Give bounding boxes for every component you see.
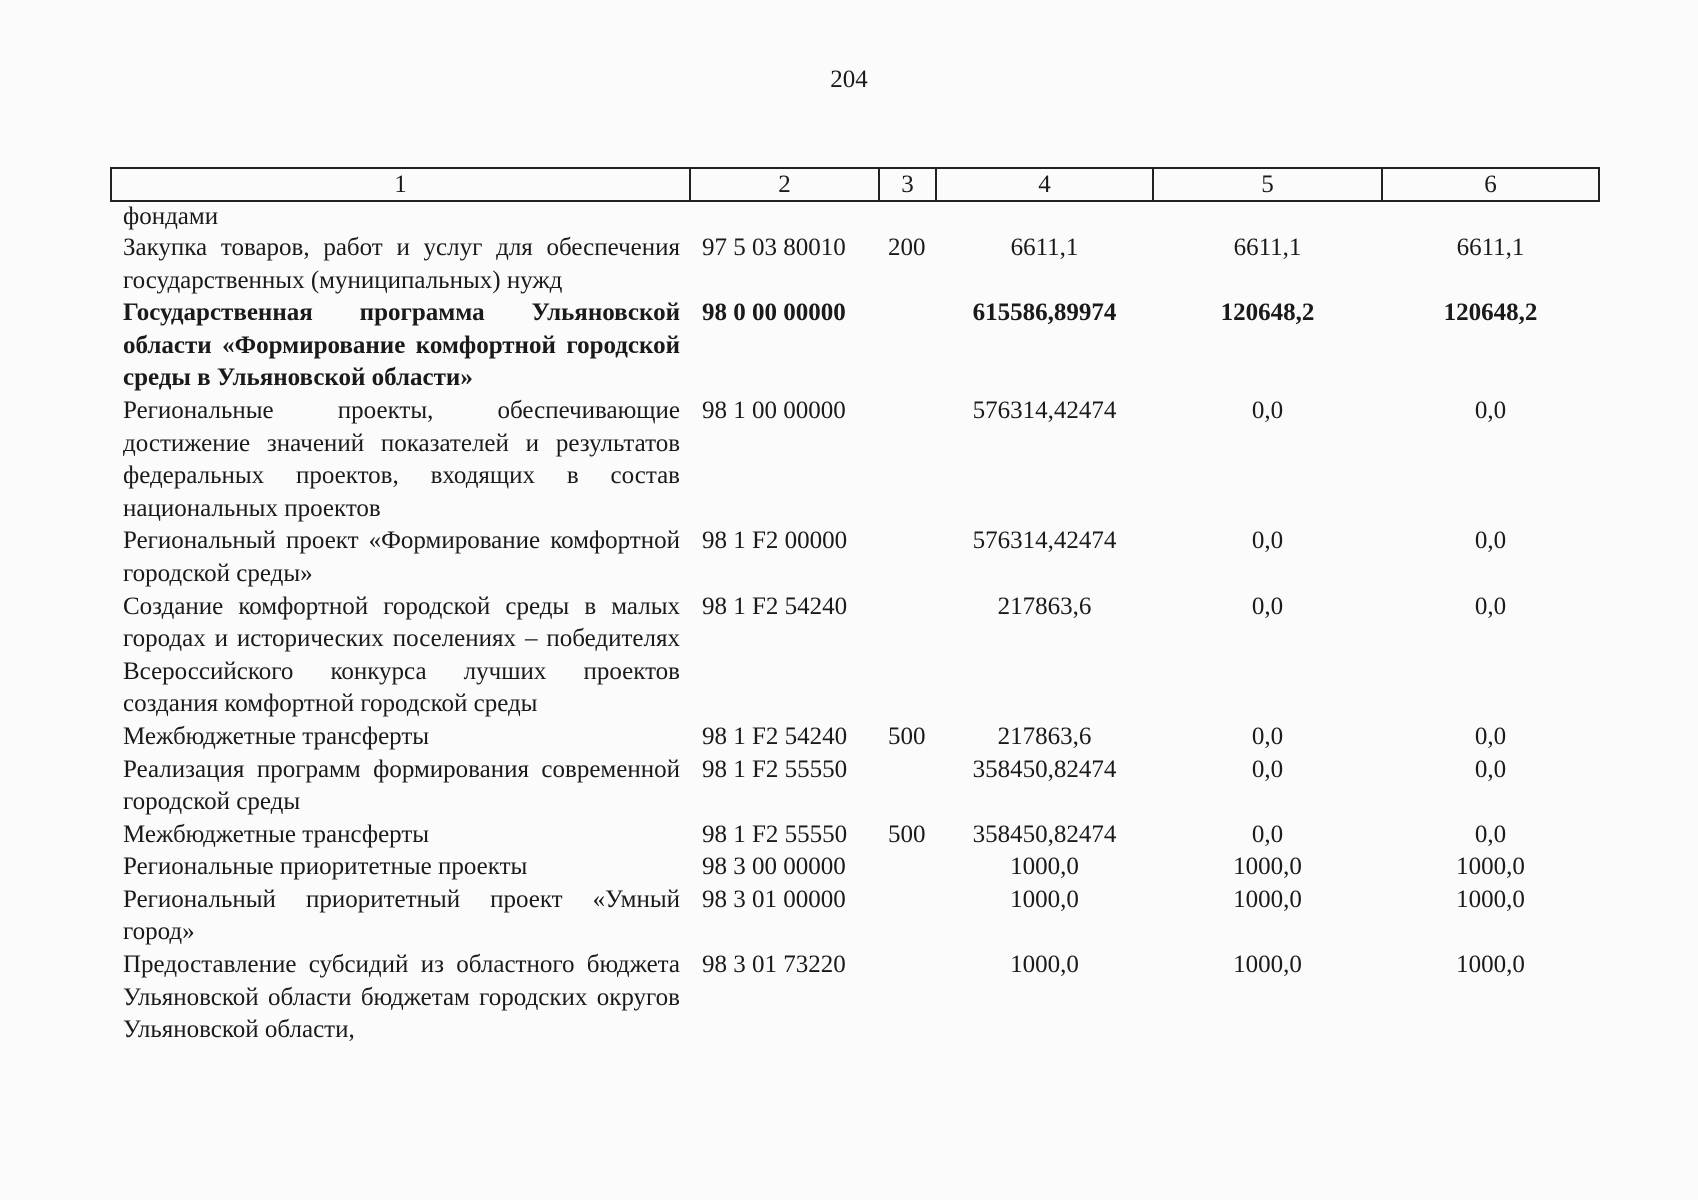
row-code: 97 5 03 80010 <box>702 234 846 261</box>
column-number-row <box>111 168 1599 201</box>
row-value-year-1: 615586,89974 <box>972 299 1117 327</box>
row-value-year-3: 0,0 <box>1474 755 1507 783</box>
row-expense-type <box>879 949 936 1047</box>
table-row <box>111 851 1599 884</box>
table-row <box>111 395 1599 525</box>
row-value-year-2: 0,0 <box>1251 820 1284 848</box>
table-row <box>111 201 1599 232</box>
column-number: 4 <box>936 168 1153 201</box>
row-value-year-1: 576314,42474 <box>972 527 1117 555</box>
row-value-year-2: 1000,0 <box>1233 853 1302 881</box>
row-expense-type <box>879 297 936 395</box>
row-expense-type: 500 <box>888 722 926 750</box>
row-value-year-2: 120648,2 <box>1220 299 1315 327</box>
row-code: 98 1 F2 54240 <box>702 592 848 620</box>
row-expense-type <box>879 884 936 949</box>
row-name: Предоставление субсидий из областного бюджета Ульяновской области бюджетам городских округов Ульяновской области, <box>123 951 680 1044</box>
row-name: Региональные проекты, обеспечивающие достижение значений показателей и результатов федеральных проектов, входящих в состав национальных проектов <box>123 396 680 522</box>
row-value-year-1: 1000,0 <box>1010 885 1079 913</box>
row-value-year-1: 1000,0 <box>1010 853 1079 881</box>
row-value-year-3: 6611,1 <box>1456 234 1525 261</box>
row-value-year-1: 358450,82474 <box>972 820 1117 848</box>
column-number: 1 <box>111 168 690 201</box>
row-name: Региональный проект «Формирование комфортной городской среды» <box>123 527 680 587</box>
row-code: 98 0 00 00000 <box>702 299 846 327</box>
row-name: Государственная программа Ульяновской области «Формирование комфортной городской среды в Ульяновской области» <box>123 299 680 392</box>
row-code: 98 1 F2 00000 <box>702 527 848 555</box>
row-value-year-1: 6611,1 <box>1010 234 1079 261</box>
row-value-year-2: 6611,1 <box>1233 234 1302 261</box>
row-name: Реализация программ формирования современной городской среды <box>123 755 680 816</box>
row-value-year-3: 120648,2 <box>1443 299 1538 327</box>
row-value-year-1: 1000,0 <box>1010 951 1079 979</box>
row-code: 98 1 F2 55550 <box>702 755 848 783</box>
row-value-year-2: 0,0 <box>1251 527 1284 555</box>
row-value-year-1: 358450,82474 <box>972 755 1117 783</box>
row-code: 98 1 00 00000 <box>702 396 846 424</box>
row-value-year-3: 1000,0 <box>1456 951 1525 979</box>
row-code: 98 3 00 00000 <box>702 853 846 881</box>
row-value-year-2 <box>1153 201 1382 232</box>
column-number: 5 <box>1153 168 1382 201</box>
row-value-year-1: 217863,6 <box>997 722 1092 750</box>
page-number: 204 <box>830 66 868 93</box>
column-number: 2 <box>690 168 879 201</box>
table-row <box>111 591 1599 721</box>
table-body <box>111 201 1599 1047</box>
row-name: Региональные приоритетные проекты <box>123 853 528 881</box>
row-value-year-1: 217863,6 <box>997 592 1092 620</box>
row-name: Закупка товаров, работ и услуг для обеспечения государственных (муниципальных) нужд <box>123 234 680 294</box>
table-row <box>111 232 1599 297</box>
row-value-year-3: 0,0 <box>1474 592 1507 620</box>
row-value-year-3: 1000,0 <box>1456 885 1525 913</box>
row-value-year-3: 1000,0 <box>1456 853 1525 881</box>
table-row <box>111 884 1599 949</box>
row-expense-type <box>879 395 936 525</box>
row-name: Региональный приоритетный проект «Умный город» <box>123 885 680 946</box>
row-expense-type <box>879 591 936 721</box>
row-code: 98 1 F2 55550 <box>702 820 848 848</box>
row-code: 98 3 01 00000 <box>702 885 846 913</box>
row-value-year-3: 0,0 <box>1474 820 1507 848</box>
row-expense-type <box>879 754 936 819</box>
row-code: 98 1 F2 54240 <box>702 722 848 750</box>
table-row <box>111 819 1599 852</box>
row-name: Межбюджетные трансферты <box>123 820 430 848</box>
row-expense-type: 200 <box>888 234 926 261</box>
row-expense-type: 500 <box>888 820 926 848</box>
table-row <box>111 721 1599 754</box>
row-value-year-2: 0,0 <box>1251 755 1284 783</box>
row-value-year-2: 1000,0 <box>1233 951 1302 979</box>
row-value-year-2: 0,0 <box>1251 396 1284 424</box>
column-number: 6 <box>1382 168 1599 201</box>
row-value-year-3: 0,0 <box>1474 396 1507 424</box>
table-row <box>111 949 1599 1047</box>
table-row <box>111 297 1599 395</box>
row-expense-type <box>879 525 936 590</box>
table-row <box>111 754 1599 819</box>
row-value-year-1 <box>936 201 1153 232</box>
row-expense-type <box>879 201 936 232</box>
row-value-year-2: 0,0 <box>1251 592 1284 620</box>
row-value-year-3 <box>1382 201 1599 232</box>
row-value-year-3: 0,0 <box>1474 527 1507 555</box>
row-expense-type <box>879 851 936 884</box>
row-code: 98 3 01 73220 <box>702 951 846 979</box>
row-value-year-1: 576314,42474 <box>972 396 1117 424</box>
row-value-year-2: 1000,0 <box>1233 885 1302 913</box>
column-number: 3 <box>879 168 936 201</box>
row-value-year-2: 0,0 <box>1251 722 1284 750</box>
row-name: Межбюджетные трансферты <box>123 722 430 750</box>
row-name: фондами <box>123 203 219 230</box>
row-value-year-3: 0,0 <box>1474 722 1507 750</box>
budget-table <box>110 167 1600 1047</box>
row-code <box>690 201 879 232</box>
row-name: Создание комфортной городской среды в малых городах и исторических поселениях – победителях Всероссийского конкурса лучших проектов создания комфортной городской среды <box>123 592 680 718</box>
table-row <box>111 525 1599 590</box>
